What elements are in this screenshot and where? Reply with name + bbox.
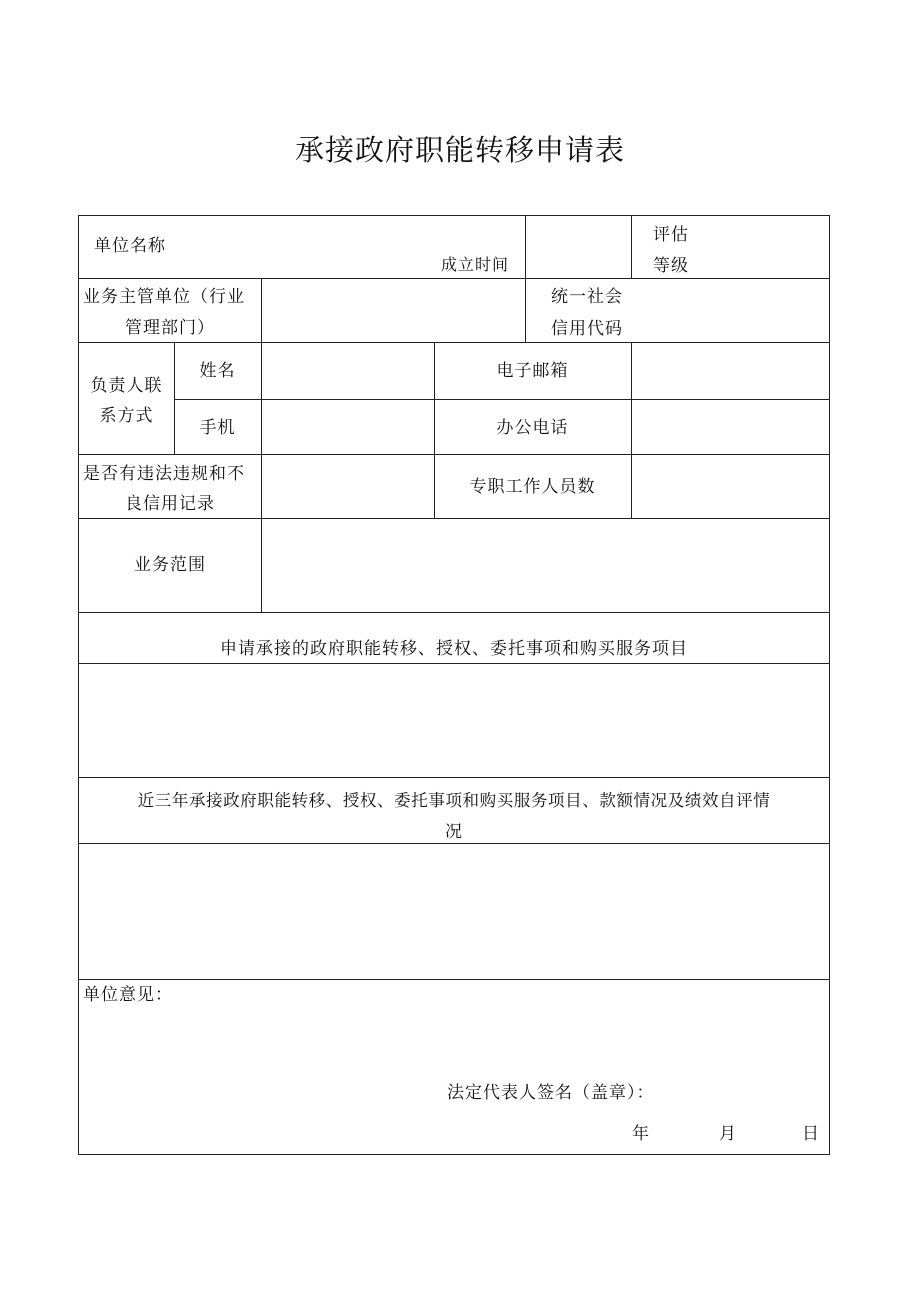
col-divider xyxy=(631,216,632,278)
row-divider xyxy=(79,777,829,778)
founding-time-field[interactable] xyxy=(529,220,627,274)
contact-label-line1: 负责人联 xyxy=(90,376,163,396)
col-divider xyxy=(525,278,526,342)
contact-label-line2: 系方式 xyxy=(99,406,154,426)
history-heading-line1: 近三年承接政府职能转移、授权、委托事项和购买服务项目、款额情况及绩效自评情 xyxy=(137,791,771,810)
col-divider xyxy=(525,216,526,278)
staff-count-field[interactable] xyxy=(635,458,825,514)
email-field[interactable] xyxy=(635,346,825,395)
application-form xyxy=(78,215,830,1155)
col-divider xyxy=(261,278,262,342)
credit-code-field[interactable] xyxy=(635,282,825,338)
apply-items-heading: 申请承接的政府职能转移、授权、委托事项和购买服务项目 xyxy=(220,639,688,659)
violation-label-line2: 良信用记录 xyxy=(125,494,215,514)
founding-time-label: 成立时间 xyxy=(441,255,510,274)
apply-items-field[interactable] xyxy=(83,667,825,773)
history-field[interactable] xyxy=(83,847,825,975)
row-divider xyxy=(79,979,829,980)
violation-label-line1: 是否有违法违规和不 xyxy=(83,464,245,484)
business-scope-field[interactable] xyxy=(265,522,825,608)
unit-opinion-field[interactable] xyxy=(83,1012,825,1072)
supervisor-field[interactable] xyxy=(265,282,521,338)
legal-sign-label: 法定代表人签名（盖章）： xyxy=(447,1083,655,1103)
mobile-field[interactable] xyxy=(265,403,430,450)
name-field[interactable] xyxy=(265,346,430,395)
row-divider xyxy=(174,399,829,400)
unit-opinion-label: 单位意见： xyxy=(83,985,173,1005)
name-label: 姓名 xyxy=(199,361,236,381)
email-label: 电子邮箱 xyxy=(496,361,569,381)
date-year-label: 年 xyxy=(632,1124,650,1144)
col-divider xyxy=(631,342,632,518)
violation-field[interactable] xyxy=(265,458,430,514)
rating-field[interactable] xyxy=(699,220,824,274)
history-heading-line2: 况 xyxy=(445,822,463,842)
supervisor-label-line2: 管理部门） xyxy=(125,318,215,338)
col-divider xyxy=(261,342,262,518)
business-scope-label: 业务范围 xyxy=(134,555,206,575)
row-divider xyxy=(79,454,829,455)
rating-label-line2: 等级 xyxy=(653,256,689,276)
staff-count-label: 专职工作人员数 xyxy=(469,477,596,497)
row-divider xyxy=(79,612,829,613)
supervisor-label-line1: 业务主管单位（行业 xyxy=(83,287,245,307)
date-day-label: 日 xyxy=(802,1124,820,1144)
office-phone-label: 办公电话 xyxy=(496,418,569,438)
legal-sign-field[interactable] xyxy=(679,1078,819,1108)
unit-name-label: 单位名称 xyxy=(94,236,166,256)
credit-code-label-line1: 统一社会 xyxy=(551,287,623,307)
mobile-label: 手机 xyxy=(199,418,236,438)
rating-label-line1: 评估 xyxy=(653,225,689,245)
date-month-label: 月 xyxy=(719,1124,737,1144)
page-title: 承接政府职能转移申请表 xyxy=(294,133,625,167)
credit-code-label-line2: 信用代码 xyxy=(551,319,623,339)
office-phone-field[interactable] xyxy=(635,403,825,450)
col-divider xyxy=(261,518,262,612)
